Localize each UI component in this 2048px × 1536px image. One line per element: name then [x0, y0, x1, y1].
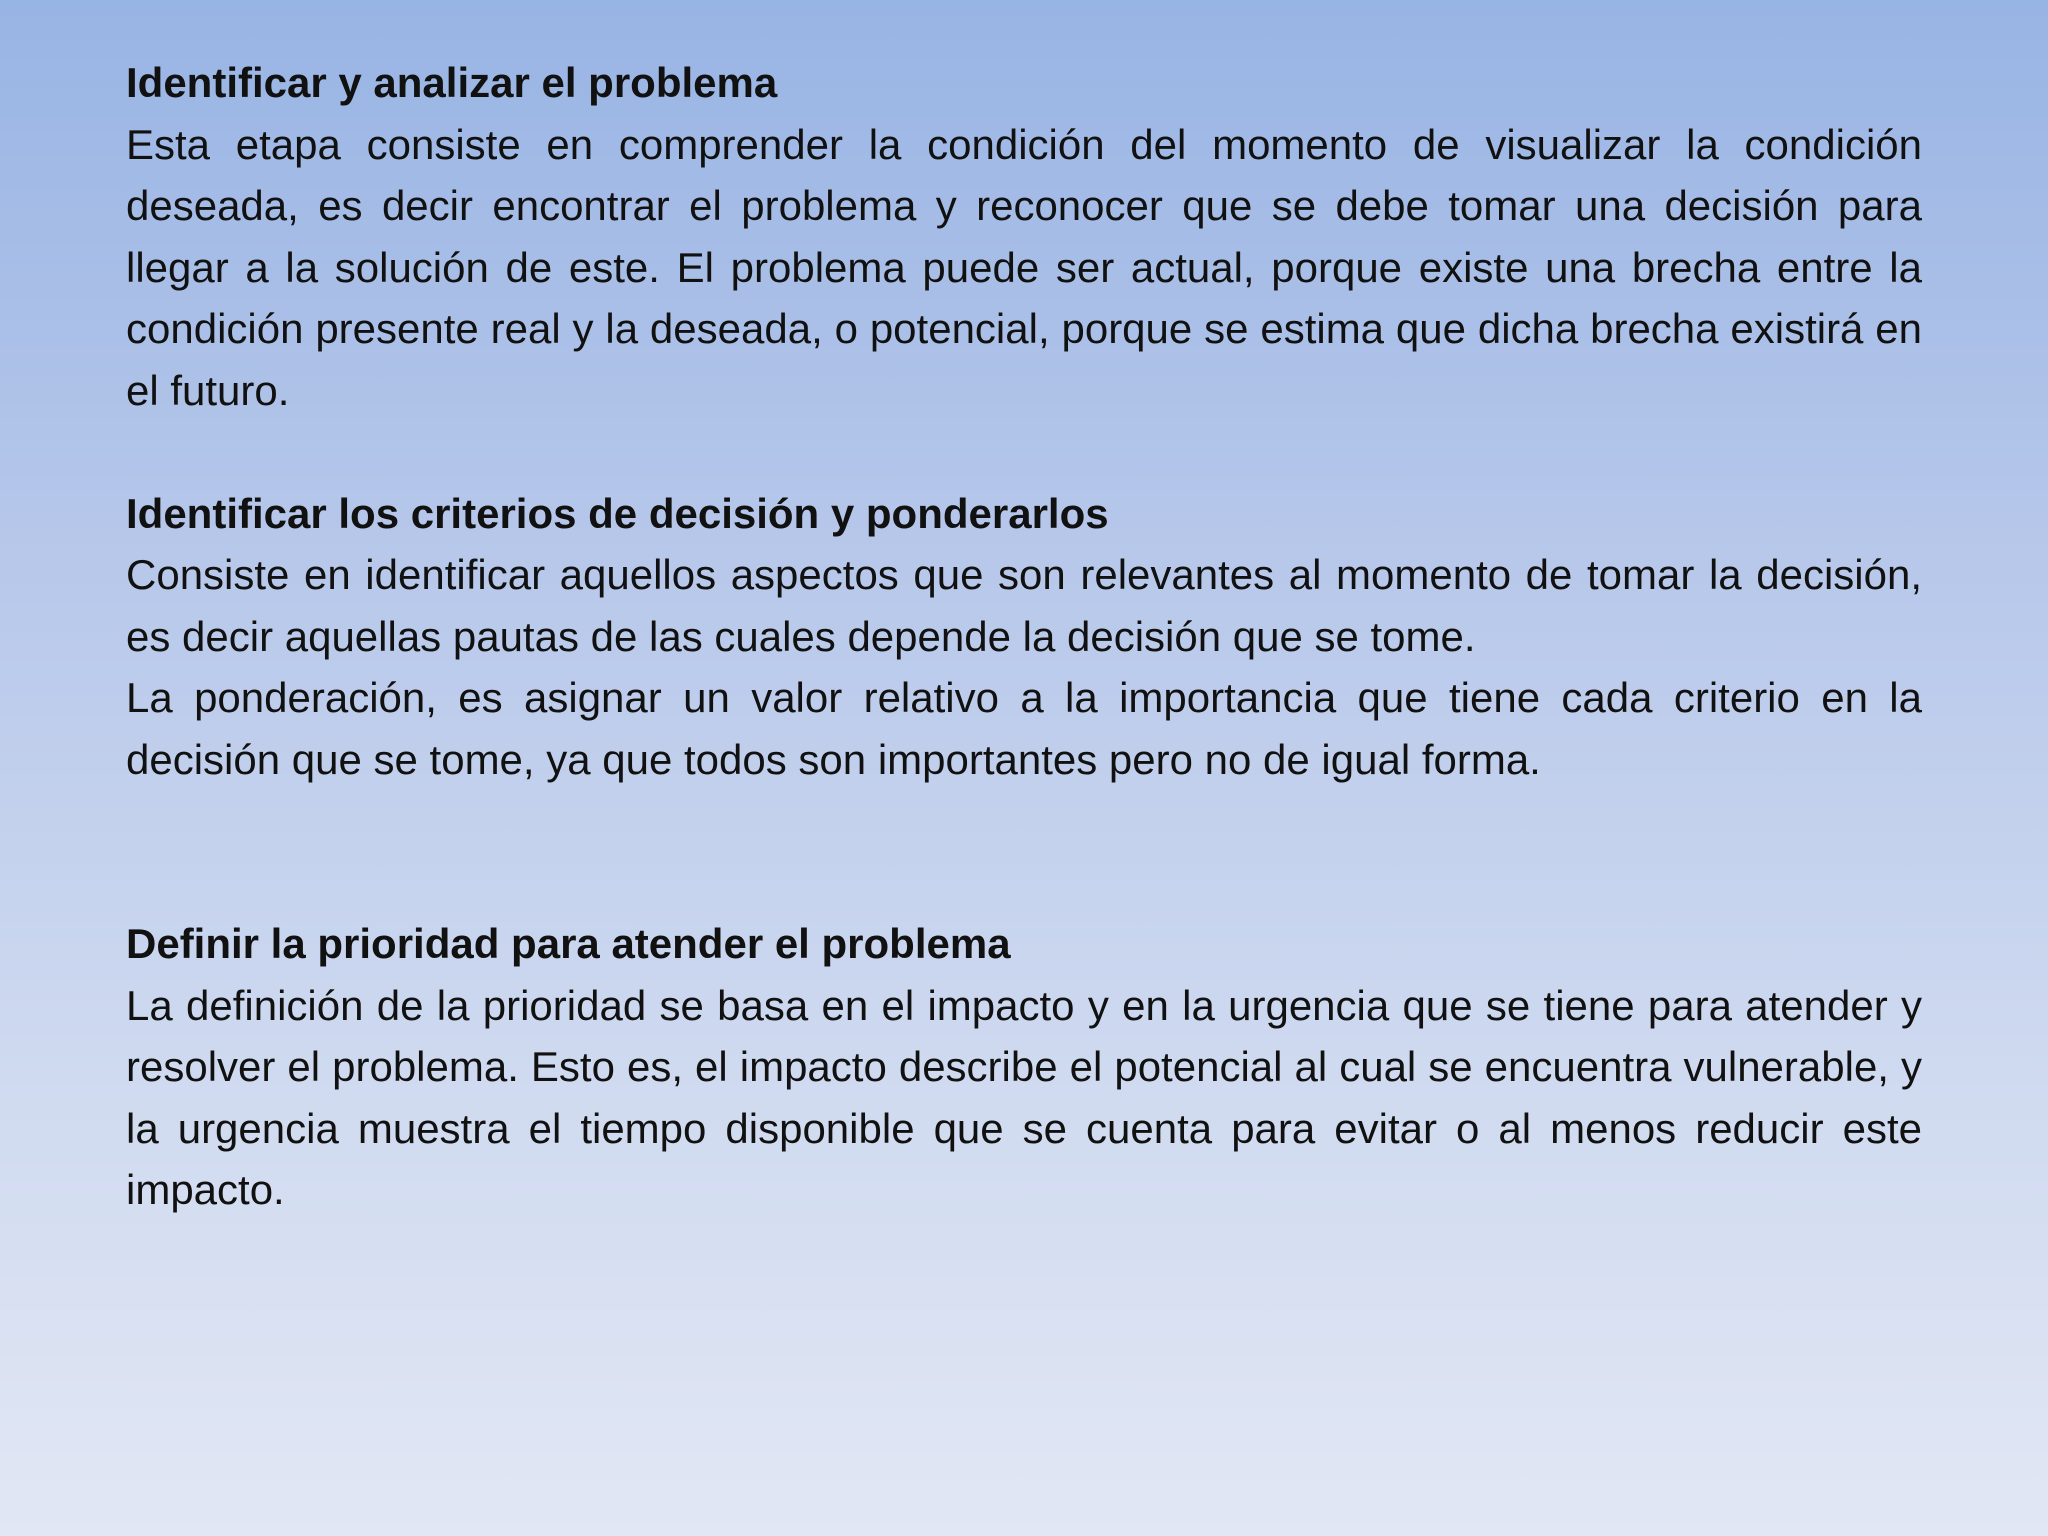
section-definir-prioridad — [126, 913, 1922, 1221]
section-paragraph: La ponderación, es asignar un valor relativo a la importancia que tiene cada criterio en la decisión que se tome, ya que todos son importantes pero no de igual forma. — [126, 674, 1922, 783]
section-criterios-decision — [126, 483, 1922, 791]
spacer — [126, 790, 1922, 913]
section-identificar-analizar — [126, 52, 1922, 421]
section-paragraph: Consiste en identificar aquellos aspectos que son relevantes al momento de tomar la decisión, es decir aquellas pautas de las cuales depende la decisión que se tome. — [126, 551, 1922, 660]
slide-content — [126, 52, 1922, 1221]
section-title: Definir la prioridad para atender el problema — [126, 920, 1011, 967]
section-title: Identificar y analizar el problema — [126, 59, 778, 106]
spacer — [126, 421, 1922, 483]
section-paragraph: Esta etapa consiste en comprender la condición del momento de visualizar la condición deseada, es decir encontrar el problema y reconocer que se debe tomar una decisión para llegar a la solución de este. El problema puede ser actual, porque existe una brecha entre la condición presente real y la deseada, o potencial, porque se estima que dicha brecha existirá en el futuro. — [126, 120, 1922, 414]
section-paragraph: La definición de la prioridad se basa en el impacto y en la urgencia que se tiene para atender y resolver el problema. Esto es, el impacto describe el potencial al cual se encuentra vulnerable, y la urgencia muestra el tiempo disponible que se cuenta para evitar o al menos reducir este impacto. — [126, 981, 1922, 1213]
section-title: Identificar los criterios de decisión y ponderarlos — [126, 489, 1109, 537]
